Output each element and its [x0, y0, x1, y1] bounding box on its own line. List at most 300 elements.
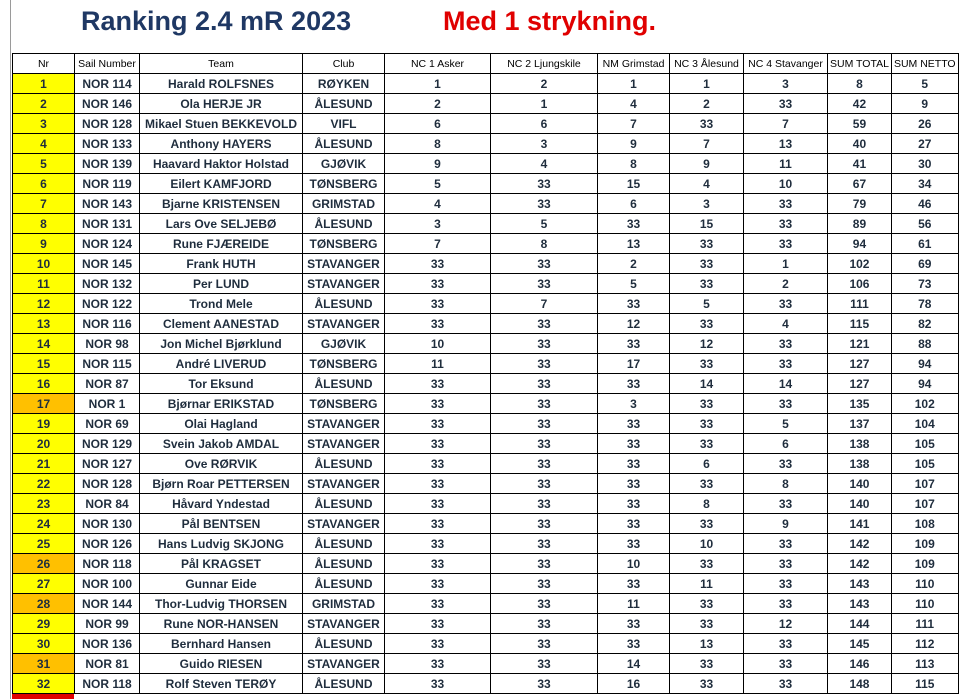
cell-team[interactable]: Guido RIESEN — [140, 654, 303, 674]
cell-sum-netto[interactable]: 111 — [891, 614, 958, 634]
cell-sail-number[interactable]: NOR 84 — [75, 494, 140, 514]
cell-nm[interactable]: 1 — [598, 74, 670, 94]
cell-team[interactable]: Frank HUTH — [140, 254, 303, 274]
cell-nc2[interactable]: 33 — [491, 574, 598, 594]
cell-nc1[interactable]: 33 — [385, 374, 491, 394]
cell-nc1[interactable]: 33 — [385, 534, 491, 554]
cell-nm[interactable]: 33 — [598, 634, 670, 654]
cell-sum-netto[interactable]: 109 — [891, 534, 958, 554]
cell-nc1[interactable]: 33 — [385, 614, 491, 634]
cell-club[interactable]: STAVANGER — [303, 434, 385, 454]
cell-nr[interactable]: 28 — [13, 594, 75, 614]
cell-team[interactable]: André LIVERUD — [140, 354, 303, 374]
cell-sail-number[interactable]: NOR 81 — [75, 654, 140, 674]
cell-nc1[interactable]: 33 — [385, 314, 491, 334]
cell-sum-total[interactable]: 140 — [828, 474, 892, 494]
cell-sum-netto[interactable]: 107 — [891, 474, 958, 494]
cell-nc3[interactable]: 33 — [670, 554, 744, 574]
cell-nc1[interactable]: 10 — [385, 334, 491, 354]
cell-nr[interactable]: 15 — [13, 354, 75, 374]
cell-team[interactable]: Bjørnar ERIKSTAD — [140, 394, 303, 414]
cell-club[interactable]: ÅLESUND — [303, 134, 385, 154]
cell-nm[interactable]: 9 — [598, 134, 670, 154]
cell-sail-number[interactable]: NOR 133 — [75, 134, 140, 154]
cell-sum-netto[interactable]: 105 — [891, 454, 958, 474]
cell-team[interactable]: Bjørn Roar PETTERSEN — [140, 474, 303, 494]
cell-nc2[interactable]: 33 — [491, 634, 598, 654]
cell-team[interactable]: Lars Ove SELJEBØ — [140, 214, 303, 234]
cell-nc4[interactable]: 9 — [744, 514, 828, 534]
cell-nc2[interactable]: 33 — [491, 374, 598, 394]
cell-nc2[interactable]: 2 — [491, 74, 598, 94]
cell-nc2[interactable]: 6 — [491, 114, 598, 134]
col-header-nc4-stavanger[interactable]: NC 4 Stavanger — [744, 54, 828, 74]
cell-nc4[interactable]: 33 — [744, 194, 828, 214]
cell-nc2[interactable]: 33 — [491, 514, 598, 534]
cell-nm[interactable]: 33 — [598, 294, 670, 314]
cell-sum-netto[interactable]: 26 — [891, 114, 958, 134]
cell-nc3[interactable]: 7 — [670, 134, 744, 154]
cell-nc1[interactable]: 11 — [385, 354, 491, 374]
cell-nc2[interactable]: 33 — [491, 674, 598, 694]
cell-nm[interactable]: 33 — [598, 474, 670, 494]
cell-nc1[interactable]: 7 — [385, 234, 491, 254]
cell-sum-netto[interactable]: 88 — [891, 334, 958, 354]
cell-sum-netto[interactable]: 61 — [891, 234, 958, 254]
cell-sum-total[interactable]: 138 — [828, 454, 892, 474]
cell-club[interactable]: ÅLESUND — [303, 534, 385, 554]
cell-club[interactable]: STAVANGER — [303, 254, 385, 274]
cell-nc4[interactable]: 33 — [744, 394, 828, 414]
cell-nc2[interactable]: 33 — [491, 454, 598, 474]
cell-nm[interactable]: 33 — [598, 454, 670, 474]
cell-nc1[interactable]: 3 — [385, 214, 491, 234]
cell-nc1[interactable]: 33 — [385, 554, 491, 574]
cell-nm[interactable]: 33 — [598, 614, 670, 634]
cell-sum-netto[interactable]: 30 — [891, 154, 958, 174]
cell-sum-total[interactable]: 142 — [828, 554, 892, 574]
cell-sail-number[interactable]: NOR 146 — [75, 94, 140, 114]
cell-club[interactable]: STAVANGER — [303, 614, 385, 634]
cell-nc4[interactable]: 3 — [744, 74, 828, 94]
cell-nc4[interactable]: 5 — [744, 414, 828, 434]
cell-sum-total[interactable]: 143 — [828, 594, 892, 614]
cell-nr[interactable]: 27 — [13, 574, 75, 594]
cell-nm[interactable]: 11 — [598, 594, 670, 614]
cell-sum-netto[interactable]: 34 — [891, 174, 958, 194]
cell-nc2[interactable]: 33 — [491, 314, 598, 334]
cell-nm[interactable]: 10 — [598, 554, 670, 574]
cell-team[interactable]: Ove RØRVIK — [140, 454, 303, 474]
cell-sum-total[interactable]: 127 — [828, 374, 892, 394]
cell-sum-netto[interactable]: 27 — [891, 134, 958, 154]
cell-team[interactable]: Ola HERJE JR — [140, 94, 303, 114]
cell-nc1[interactable]: 1 — [385, 74, 491, 94]
cell-club[interactable]: ÅLESUND — [303, 494, 385, 514]
cell-nr[interactable]: 29 — [13, 614, 75, 634]
cell-team[interactable]: Olai Hagland — [140, 414, 303, 434]
cell-sail-number[interactable]: NOR 124 — [75, 234, 140, 254]
cell-team[interactable]: Haavard Haktor Holstad — [140, 154, 303, 174]
cell-nc4[interactable]: 6 — [744, 434, 828, 454]
cell-sum-netto[interactable]: 9 — [891, 94, 958, 114]
cell-nc1[interactable]: 33 — [385, 254, 491, 274]
cell-nc2[interactable]: 7 — [491, 294, 598, 314]
cell-club[interactable]: STAVANGER — [303, 314, 385, 334]
cell-nc4[interactable]: 11 — [744, 154, 828, 174]
cell-nm[interactable]: 33 — [598, 334, 670, 354]
cell-sum-netto[interactable]: 109 — [891, 554, 958, 574]
cell-nc4[interactable]: 2 — [744, 274, 828, 294]
cell-nc4[interactable]: 4 — [744, 314, 828, 334]
cell-nc4[interactable]: 33 — [744, 554, 828, 574]
cell-nr[interactable]: 31 — [13, 654, 75, 674]
cell-nr[interactable]: 10 — [13, 254, 75, 274]
cell-nm[interactable]: 4 — [598, 94, 670, 114]
cell-club[interactable]: GRIMSTAD — [303, 194, 385, 214]
cell-nc3[interactable]: 10 — [670, 534, 744, 554]
cell-nm[interactable]: 5 — [598, 274, 670, 294]
cell-nc3[interactable]: 33 — [670, 654, 744, 674]
cell-nc2[interactable]: 33 — [491, 534, 598, 554]
cell-club[interactable]: TØNSBERG — [303, 394, 385, 414]
cell-nc2[interactable]: 5 — [491, 214, 598, 234]
cell-nc1[interactable]: 33 — [385, 434, 491, 454]
cell-nr[interactable]: 2 — [13, 94, 75, 114]
cell-sum-total[interactable]: 42 — [828, 94, 892, 114]
cell-nc1[interactable]: 2 — [385, 94, 491, 114]
cell-nc3[interactable]: 1 — [670, 74, 744, 94]
cell-club[interactable]: VIFL — [303, 114, 385, 134]
cell-nm[interactable]: 33 — [598, 374, 670, 394]
cell-nm[interactable]: 33 — [598, 574, 670, 594]
cell-sum-total[interactable]: 140 — [828, 494, 892, 514]
cell-nc1[interactable]: 33 — [385, 454, 491, 474]
cell-nc2[interactable]: 33 — [491, 414, 598, 434]
cell-sum-netto[interactable]: 108 — [891, 514, 958, 534]
cell-nm[interactable]: 33 — [598, 214, 670, 234]
cell-nc4[interactable]: 33 — [744, 354, 828, 374]
cell-sum-total[interactable]: 94 — [828, 234, 892, 254]
cell-club[interactable]: STAVANGER — [303, 514, 385, 534]
cell-nc4[interactable]: 33 — [744, 334, 828, 354]
cell-sum-netto[interactable]: 94 — [891, 374, 958, 394]
cell-team[interactable]: Jon Michel Bjørklund — [140, 334, 303, 354]
cell-nc4[interactable]: 7 — [744, 114, 828, 134]
col-header-sail-number[interactable]: Sail Number — [75, 54, 140, 74]
cell-nm[interactable]: 3 — [598, 394, 670, 414]
cell-club[interactable]: ÅLESUND — [303, 214, 385, 234]
cell-club[interactable]: TØNSBERG — [303, 174, 385, 194]
cell-sum-netto[interactable]: 104 — [891, 414, 958, 434]
cell-nc3[interactable]: 33 — [670, 314, 744, 334]
cell-nr[interactable]: 20 — [13, 434, 75, 454]
cell-nr[interactable]: 21 — [13, 454, 75, 474]
cell-sail-number[interactable]: NOR 143 — [75, 194, 140, 214]
cell-nr[interactable]: 30 — [13, 634, 75, 654]
cell-nr[interactable]: 9 — [13, 234, 75, 254]
cell-nc3[interactable]: 33 — [670, 234, 744, 254]
cell-nr[interactable]: 13 — [13, 314, 75, 334]
cell-nr[interactable]: 11 — [13, 274, 75, 294]
cell-nr[interactable]: 24 — [13, 514, 75, 534]
cell-nc3[interactable]: 2 — [670, 94, 744, 114]
cell-nm[interactable]: 33 — [598, 494, 670, 514]
cell-nc1[interactable]: 33 — [385, 294, 491, 314]
cell-club[interactable]: STAVANGER — [303, 474, 385, 494]
cell-nm[interactable]: 12 — [598, 314, 670, 334]
cell-nr[interactable]: 8 — [13, 214, 75, 234]
cell-sum-netto[interactable]: 105 — [891, 434, 958, 454]
next-row-nr-cell[interactable] — [12, 694, 74, 699]
cell-sum-netto[interactable]: 115 — [891, 674, 958, 694]
cell-club[interactable]: ÅLESUND — [303, 374, 385, 394]
cell-nm[interactable]: 13 — [598, 234, 670, 254]
cell-nc4[interactable]: 33 — [744, 294, 828, 314]
cell-nr[interactable]: 23 — [13, 494, 75, 514]
cell-team[interactable]: Trond Mele — [140, 294, 303, 314]
cell-team[interactable]: Clement AANESTAD — [140, 314, 303, 334]
cell-sum-total[interactable]: 141 — [828, 514, 892, 534]
cell-sail-number[interactable]: NOR 118 — [75, 674, 140, 694]
cell-nc1[interactable]: 8 — [385, 134, 491, 154]
cell-sum-netto[interactable]: 102 — [891, 394, 958, 414]
cell-nc2[interactable]: 4 — [491, 154, 598, 174]
cell-nc1[interactable]: 33 — [385, 394, 491, 414]
cell-team[interactable]: Harald ROLFSNES — [140, 74, 303, 94]
cell-club[interactable]: GJØVIK — [303, 154, 385, 174]
cell-nc4[interactable]: 1 — [744, 254, 828, 274]
cell-sum-total[interactable]: 145 — [828, 634, 892, 654]
cell-sum-total[interactable]: 67 — [828, 174, 892, 194]
cell-nr[interactable]: 6 — [13, 174, 75, 194]
cell-club[interactable]: TØNSBERG — [303, 234, 385, 254]
cell-nc3[interactable]: 33 — [670, 254, 744, 274]
cell-nc4[interactable]: 14 — [744, 374, 828, 394]
col-header-nm-grimstad[interactable]: NM Grimstad — [598, 54, 670, 74]
cell-nc4[interactable]: 33 — [744, 454, 828, 474]
cell-nc4[interactable]: 33 — [744, 654, 828, 674]
cell-nc2[interactable]: 33 — [491, 334, 598, 354]
cell-sail-number[interactable]: NOR 145 — [75, 254, 140, 274]
cell-nc4[interactable]: 33 — [744, 634, 828, 654]
cell-team[interactable]: Anthony HAYERS — [140, 134, 303, 154]
cell-nr[interactable]: 12 — [13, 294, 75, 314]
cell-nc3[interactable]: 33 — [670, 614, 744, 634]
cell-club[interactable]: ÅLESUND — [303, 294, 385, 314]
cell-nc2[interactable]: 1 — [491, 94, 598, 114]
cell-club[interactable]: STAVANGER — [303, 654, 385, 674]
cell-sail-number[interactable]: NOR 136 — [75, 634, 140, 654]
cell-team[interactable]: Thor-Ludvig THORSEN — [140, 594, 303, 614]
cell-sail-number[interactable]: NOR 126 — [75, 534, 140, 554]
cell-nr[interactable]: 22 — [13, 474, 75, 494]
cell-sum-total[interactable]: 106 — [828, 274, 892, 294]
cell-nc2[interactable]: 8 — [491, 234, 598, 254]
cell-nc3[interactable]: 12 — [670, 334, 744, 354]
cell-sail-number[interactable]: NOR 132 — [75, 274, 140, 294]
cell-nc1[interactable]: 33 — [385, 574, 491, 594]
cell-nc1[interactable]: 33 — [385, 274, 491, 294]
cell-sail-number[interactable]: NOR 128 — [75, 114, 140, 134]
cell-nc1[interactable]: 33 — [385, 474, 491, 494]
cell-nc4[interactable]: 33 — [744, 574, 828, 594]
cell-nm[interactable]: 33 — [598, 534, 670, 554]
cell-nm[interactable]: 33 — [598, 514, 670, 534]
cell-club[interactable]: GJØVIK — [303, 334, 385, 354]
cell-nr[interactable]: 17 — [13, 394, 75, 414]
cell-nc3[interactable]: 8 — [670, 494, 744, 514]
cell-nc2[interactable]: 33 — [491, 194, 598, 214]
cell-nc3[interactable]: 14 — [670, 374, 744, 394]
cell-nc1[interactable]: 33 — [385, 594, 491, 614]
cell-nc4[interactable]: 33 — [744, 234, 828, 254]
cell-sail-number[interactable]: NOR 100 — [75, 574, 140, 594]
cell-sum-netto[interactable]: 5 — [891, 74, 958, 94]
col-header-nc3-alesund[interactable]: NC 3 Ålesund — [670, 54, 744, 74]
cell-sail-number[interactable]: NOR 87 — [75, 374, 140, 394]
cell-nr[interactable]: 5 — [13, 154, 75, 174]
cell-nc3[interactable]: 33 — [670, 674, 744, 694]
cell-sail-number[interactable]: NOR 122 — [75, 294, 140, 314]
cell-club[interactable]: ÅLESUND — [303, 634, 385, 654]
cell-nc1[interactable]: 5 — [385, 174, 491, 194]
cell-sail-number[interactable]: NOR 128 — [75, 474, 140, 494]
cell-nm[interactable]: 8 — [598, 154, 670, 174]
cell-sum-total[interactable]: 41 — [828, 154, 892, 174]
cell-nc1[interactable]: 9 — [385, 154, 491, 174]
cell-nc2[interactable]: 33 — [491, 594, 598, 614]
cell-team[interactable]: Eilert KAMFJORD — [140, 174, 303, 194]
cell-club[interactable]: GRIMSTAD — [303, 594, 385, 614]
cell-sum-total[interactable]: 137 — [828, 414, 892, 434]
cell-nc3[interactable]: 15 — [670, 214, 744, 234]
cell-nc4[interactable]: 12 — [744, 614, 828, 634]
cell-nc2[interactable]: 33 — [491, 174, 598, 194]
cell-sail-number[interactable]: NOR 129 — [75, 434, 140, 454]
cell-team[interactable]: Svein Jakob AMDAL — [140, 434, 303, 454]
cell-nc3[interactable]: 13 — [670, 634, 744, 654]
cell-nc3[interactable]: 33 — [670, 514, 744, 534]
cell-sail-number[interactable]: NOR 116 — [75, 314, 140, 334]
cell-sum-total[interactable]: 102 — [828, 254, 892, 274]
col-header-nr[interactable]: Nr — [13, 54, 75, 74]
cell-nc4[interactable]: 33 — [744, 674, 828, 694]
cell-sum-netto[interactable]: 110 — [891, 574, 958, 594]
cell-nc1[interactable]: 33 — [385, 634, 491, 654]
cell-sail-number[interactable]: NOR 131 — [75, 214, 140, 234]
cell-club[interactable]: ÅLESUND — [303, 454, 385, 474]
cell-sum-total[interactable]: 89 — [828, 214, 892, 234]
cell-sum-netto[interactable]: 113 — [891, 654, 958, 674]
cell-nr[interactable]: 16 — [13, 374, 75, 394]
cell-nc3[interactable]: 33 — [670, 434, 744, 454]
cell-nr[interactable]: 1 — [13, 74, 75, 94]
cell-sum-netto[interactable]: 107 — [891, 494, 958, 514]
cell-sum-netto[interactable]: 94 — [891, 354, 958, 374]
cell-sum-netto[interactable]: 82 — [891, 314, 958, 334]
cell-club[interactable]: ÅLESUND — [303, 554, 385, 574]
cell-nc2[interactable]: 33 — [491, 494, 598, 514]
cell-nm[interactable]: 7 — [598, 114, 670, 134]
cell-sail-number[interactable]: NOR 69 — [75, 414, 140, 434]
cell-sum-total[interactable]: 135 — [828, 394, 892, 414]
cell-sum-netto[interactable]: 110 — [891, 594, 958, 614]
cell-team[interactable]: Bernhard Hansen — [140, 634, 303, 654]
cell-nc3[interactable]: 3 — [670, 194, 744, 214]
cell-nr[interactable]: 19 — [13, 414, 75, 434]
cell-nr[interactable]: 4 — [13, 134, 75, 154]
cell-nm[interactable]: 15 — [598, 174, 670, 194]
cell-nc4[interactable]: 8 — [744, 474, 828, 494]
cell-nm[interactable]: 33 — [598, 414, 670, 434]
cell-nc3[interactable]: 33 — [670, 354, 744, 374]
cell-sail-number[interactable]: NOR 119 — [75, 174, 140, 194]
col-header-sum-total[interactable]: SUM TOTAL — [828, 54, 892, 74]
cell-sum-netto[interactable]: 56 — [891, 214, 958, 234]
cell-nc3[interactable]: 5 — [670, 294, 744, 314]
cell-team[interactable]: Rune FJÆREIDE — [140, 234, 303, 254]
cell-sum-total[interactable]: 121 — [828, 334, 892, 354]
cell-sum-total[interactable]: 144 — [828, 614, 892, 634]
cell-sum-netto[interactable]: 78 — [891, 294, 958, 314]
cell-nc3[interactable]: 9 — [670, 154, 744, 174]
cell-sum-total[interactable]: 59 — [828, 114, 892, 134]
cell-nc2[interactable]: 33 — [491, 614, 598, 634]
cell-team[interactable]: Pål KRAGSET — [140, 554, 303, 574]
cell-nc2[interactable]: 33 — [491, 654, 598, 674]
cell-nc3[interactable]: 11 — [670, 574, 744, 594]
cell-sail-number[interactable]: NOR 114 — [75, 74, 140, 94]
cell-nc1[interactable]: 33 — [385, 514, 491, 534]
cell-nr[interactable]: 32 — [13, 674, 75, 694]
cell-nc3[interactable]: 33 — [670, 274, 744, 294]
cell-sail-number[interactable]: NOR 144 — [75, 594, 140, 614]
cell-sum-total[interactable]: 8 — [828, 74, 892, 94]
cell-nc2[interactable]: 3 — [491, 134, 598, 154]
cell-team[interactable]: Gunnar Eide — [140, 574, 303, 594]
cell-nc3[interactable]: 6 — [670, 454, 744, 474]
cell-nc1[interactable]: 4 — [385, 194, 491, 214]
col-header-nc1-asker[interactable]: NC 1 Asker — [385, 54, 491, 74]
cell-team[interactable]: Rolf Steven TERØY — [140, 674, 303, 694]
cell-nm[interactable]: 17 — [598, 354, 670, 374]
cell-club[interactable]: ÅLESUND — [303, 674, 385, 694]
cell-nr[interactable]: 14 — [13, 334, 75, 354]
cell-nc4[interactable]: 13 — [744, 134, 828, 154]
cell-nm[interactable]: 6 — [598, 194, 670, 214]
cell-sum-total[interactable]: 127 — [828, 354, 892, 374]
col-header-sum-netto[interactable]: SUM NETTO — [891, 54, 958, 74]
cell-sum-total[interactable]: 40 — [828, 134, 892, 154]
cell-nc3[interactable]: 33 — [670, 394, 744, 414]
cell-sail-number[interactable]: NOR 139 — [75, 154, 140, 174]
cell-sum-total[interactable]: 148 — [828, 674, 892, 694]
cell-sail-number[interactable]: NOR 130 — [75, 514, 140, 534]
cell-nc3[interactable]: 4 — [670, 174, 744, 194]
cell-club[interactable]: STAVANGER — [303, 414, 385, 434]
col-header-nc2-ljungskile[interactable]: NC 2 Ljungskile — [491, 54, 598, 74]
cell-sum-total[interactable]: 142 — [828, 534, 892, 554]
cell-nc2[interactable]: 33 — [491, 474, 598, 494]
cell-nc3[interactable]: 33 — [670, 594, 744, 614]
cell-nc3[interactable]: 33 — [670, 474, 744, 494]
cell-nc2[interactable]: 33 — [491, 354, 598, 374]
cell-sum-netto[interactable]: 46 — [891, 194, 958, 214]
cell-team[interactable]: Hans Ludvig SKJONG — [140, 534, 303, 554]
cell-sail-number[interactable]: NOR 98 — [75, 334, 140, 354]
cell-sail-number[interactable]: NOR 118 — [75, 554, 140, 574]
